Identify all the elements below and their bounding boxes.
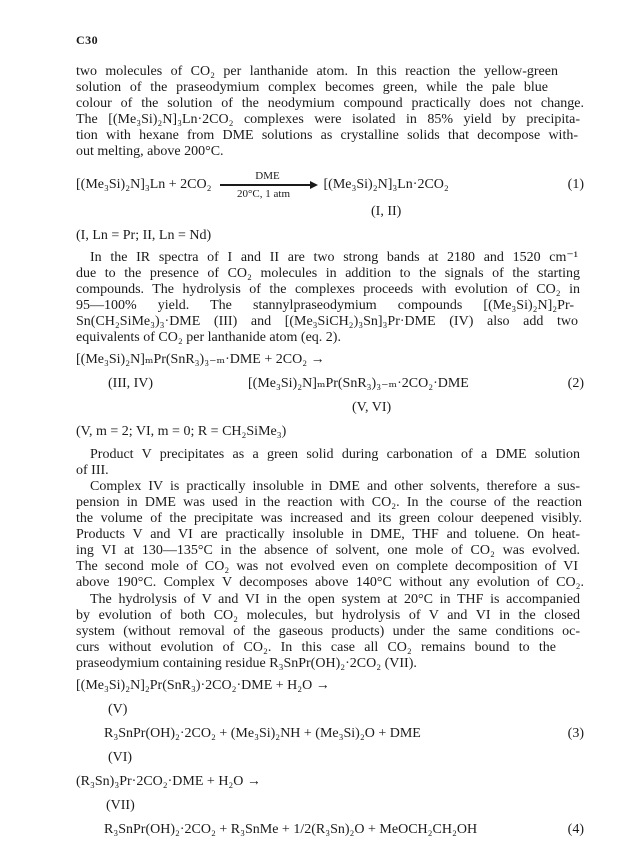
- equation-number: (1): [567, 177, 584, 192]
- equation-1-row: [76, 169, 449, 219]
- paragraph-line: above 190°C. Complex V decomposes above 140°C without any evolution of CO₂.: [76, 575, 584, 590]
- equation-1-product: [(Me₃Si)₂N]₃Ln·2CO₂: [323, 177, 449, 192]
- equation-2: [76, 352, 584, 416]
- paragraph-line: solution of the praseodymium complex becomes green, while the pale blue: [76, 80, 548, 95]
- equation-number: (2): [567, 376, 584, 391]
- paragraph-line: Sn(CH₂SiMe₃)₃·DME (III) and [(Me₃SiCH₂)₃Sn]₃Pr·DME (IV) also add two: [76, 314, 578, 329]
- equations-3-4: [76, 678, 584, 838]
- paragraph-line: pension in DME was used in the reaction with CO₂. In the course of the reaction: [76, 495, 582, 510]
- paragraph-line: system (without removal of the gaseous products) under the same conditions oc-: [76, 624, 580, 639]
- equation-2-product: [(Me₃Si)₂N]ₘPr(SnR₃)₃₋ₘ·2CO₂·DME: [248, 376, 469, 391]
- paragraph-line: Complex IV is practically insoluble in DME and other solvents, therefore a sus-: [90, 479, 580, 494]
- equation-1-product-label: (I, II): [371, 204, 402, 219]
- equation-3-products: R₃SnPr(OH)₂·2CO₂ + (Me₃Si)₂NH + (Me₃Si)₂O + DME: [104, 726, 421, 741]
- paragraph-line: Product V precipitates as a green solid during carbonation of a DME solution: [90, 447, 580, 462]
- paragraph-line: curs without evolution of CO₂. In this case all CO₂ remains bound to the: [76, 640, 556, 655]
- equation-4-reactants: (R₃Sn)₃Pr·2CO₂·DME + H₂O →: [76, 774, 261, 789]
- paragraph-line: The second mole of CO₂ was not evolved even on complete decomposition of VI: [76, 559, 578, 574]
- equation-2-legend: (V, m = 2; VI, m = 0; R = CH₂SiMe₃): [76, 424, 287, 439]
- equation-4-products: R₃SnPr(OH)₂·2CO₂ + R₃SnMe + 1/2(R₃Sn)₂O + MeOCH₂CH₂OH: [104, 822, 478, 837]
- paragraph-4: [76, 479, 584, 591]
- equation-2-product-label: (V, VI): [352, 400, 392, 415]
- paragraph-line: praseodymium containing residue R₃SnPr(OH)₂·2CO₂ (VII).: [76, 656, 417, 671]
- equation-4-label-above: (VI): [108, 750, 133, 765]
- paragraph-line: In the IR spectra of I and II are two strong bands at 2180 and 1520 cm⁻¹: [90, 250, 578, 265]
- paragraph-line: due to the presence of CO₂ molecules in addition to the signals of the starting: [76, 266, 580, 281]
- paragraph-line: The [(Me₃Si)₂N]₃Ln·2CO₂ complexes were isolated in 85% yield by precipita-: [76, 112, 580, 127]
- paragraph-line: of III.: [76, 463, 109, 478]
- paragraph-line: two molecules of CO₂ per lanthanide atom. In this reaction the yellow-green: [76, 64, 558, 79]
- equation-number: (3): [567, 726, 584, 741]
- reaction-arrow: [220, 169, 316, 201]
- equation-1: [76, 164, 584, 224]
- paragraph-line: out melting, above 200°C.: [76, 144, 224, 159]
- paragraph-line: colour of the solution of the neodymium compound practically does not change.: [76, 96, 584, 111]
- paragraph-line: tion with hexane from DME solutions as crystalline solids that decompose with-: [76, 128, 578, 143]
- equation-2-reactants: [(Me₃Si)₂N]ₘPr(SnR₃)₃₋ₘ·DME + 2CO₂ →: [76, 352, 325, 367]
- equation-1-product-group: [323, 176, 449, 219]
- paragraph-line: by evolution of both CO₂ molecules, but hydrolysis of V and VI in the closed: [76, 608, 580, 623]
- paragraph-1: [76, 64, 584, 160]
- paragraph-line: 95—100% yield. The stannylpraseodymium compounds [(Me₃Si)₂N]₂Pr-: [76, 298, 574, 313]
- paragraph-line: the volume of the precipitate was increased and its green colour deepened visibly.: [76, 511, 582, 526]
- page-number: C30: [76, 33, 99, 47]
- paragraph-line: compounds. The hydrolysis of the complexes proceeds with evolution of CO₂ in: [76, 282, 580, 297]
- equation-3-reactant-label: (V): [108, 702, 128, 717]
- arrow-condition-solvent: DME: [255, 169, 280, 182]
- paragraph-5: [76, 592, 584, 672]
- equation-4-label-below: (VII): [106, 798, 135, 813]
- paragraph-3: [76, 447, 584, 479]
- paragraph-line: equivalents of CO₂ per lanthanide atom (eq. 2).: [76, 330, 341, 345]
- equation-3-reactants: [(Me₃Si)₂N]₂Pr(SnR₃)·2CO₂·DME + H₂O →: [76, 678, 330, 693]
- equation-1-reactants: [(Me₃Si)₂N]₃Ln + 2CO₂: [76, 177, 212, 192]
- equation-2-reactant-label: (III, IV): [108, 376, 154, 391]
- paragraph-2: [76, 250, 584, 346]
- paragraph-line: Products V and VI are practically insoluble in DME, THF and toluene. On heat-: [76, 527, 580, 542]
- arrow-condition-temperature: 20°C, 1 atm: [237, 188, 290, 201]
- paragraph-line: The hydrolysis of V and VI in the open system at 20°C in THF is accompanied: [90, 592, 580, 607]
- equation-number: (4): [567, 822, 584, 837]
- paragraph-line: ing VI at 130—135°C in the absence of solvent, one mole of CO₂ was evolved.: [76, 543, 580, 558]
- equation-1-legend: (I, Ln = Pr; II, Ln = Nd): [76, 228, 212, 243]
